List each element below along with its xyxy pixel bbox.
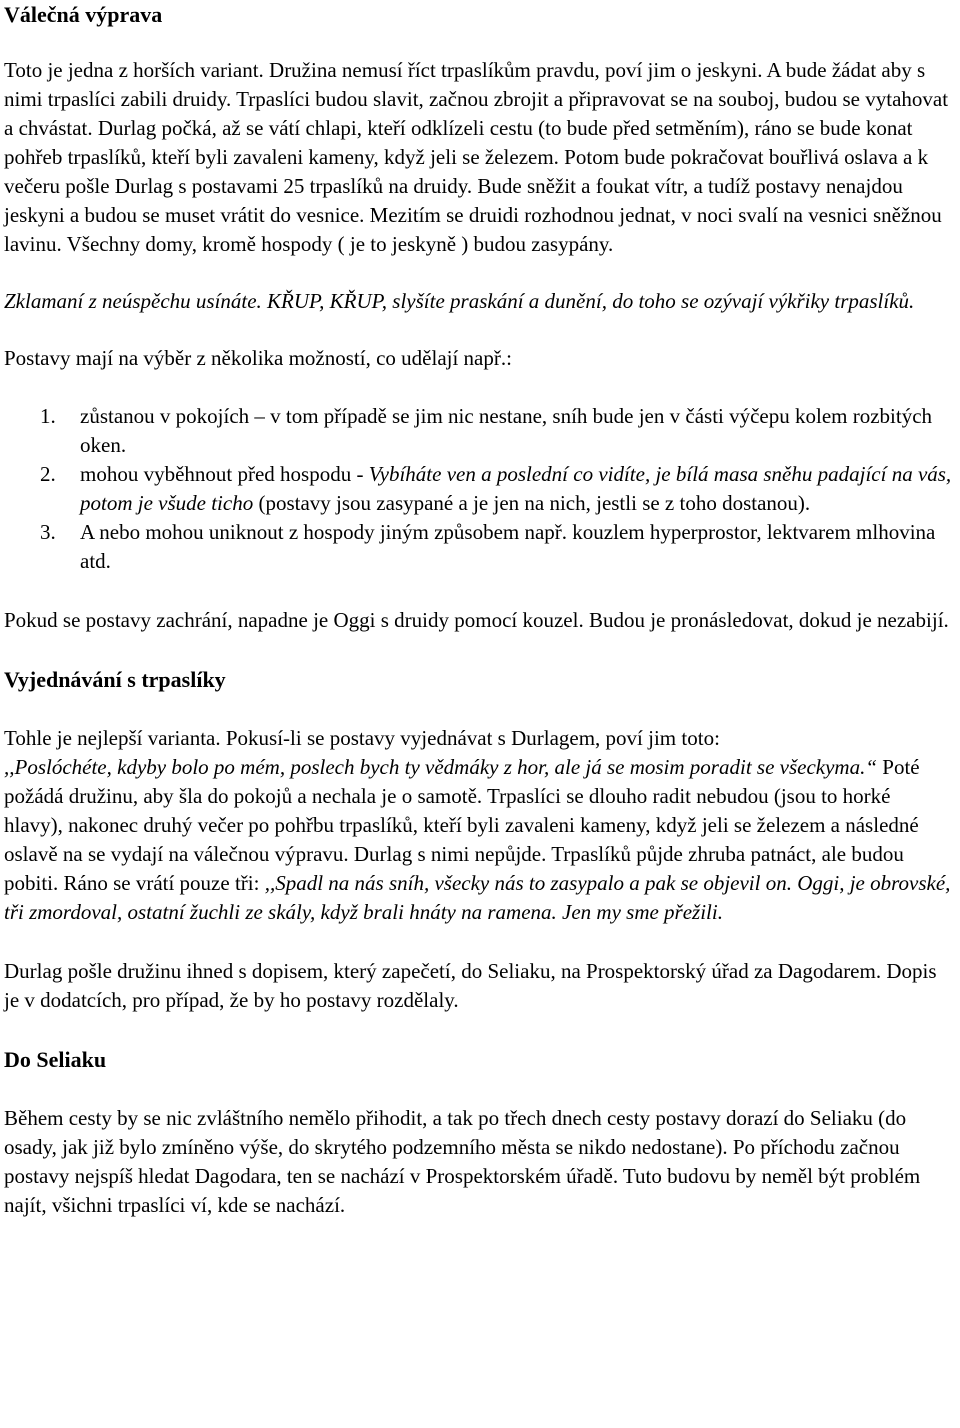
options-list [4, 402, 954, 576]
paragraph: Během cesty by se nic zvláštního nemělo přihodit, a tak po třech dnech cesty postavy dorazí do Seliaku (do osady, jak již bylo zmíněno výše, do skrytého podzemního města se nikdo nedostane). Po příchodu začnou postavy nejspíš hledat Dagodara, ten se nachází v Prospektorském úřadě. Tuto budovu by neměl být problém najít, všichni trpaslíci ví, kde se nachází. [4, 1106, 921, 1217]
list-item-text: (postavy jsou zasypané a je jen na nich, jestli se z toho dostanou). [253, 491, 811, 515]
list-number: 2. [40, 462, 56, 486]
paragraph: Pokud se postavy zachrání, napadne je Oggi s druidy pomocí kouzel. Budou je pronásledovat, dokud je nezabijí. [4, 608, 949, 632]
italic-text: Vybíháte ven a poslední co vidíte, je bílá masa sněhu padající na vás, potom je všude ticho [80, 462, 952, 515]
section-heading-do-seliaku: Do Seliaku [4, 1047, 107, 1072]
list-number: 1. [40, 404, 56, 428]
italic-quote: ,,Poslóchéte, kdyby bolo po mém, poslech bych ty vědmáky z hor, ale já se mosim poradit se všeckyma.“ [4, 755, 878, 779]
paragraph: Postavy mají na výběr z několika možností, co udělají např.: [4, 346, 512, 370]
list-item-text: zůstanou v pokojích – v tom případě se jim nic nestane, sníh bude jen v části výčepu kolem rozbitých oken. [80, 404, 933, 457]
section-heading-vyjednavani: Vyjednávání s trpaslíky [4, 667, 226, 692]
section-heading-valecna-vyprava: Válečná výprava [4, 2, 163, 27]
list-item [4, 402, 954, 460]
italic-quote: ,,Spadl na nás sníh, všecky nás to zasypalo a pak se objevil on. Oggi, je obrovské, tři zmordoval, ostatní žuchli ze skály, když brali hnáty na ramena. Jen my sme přežili. [4, 871, 951, 924]
list-number: 3. [40, 520, 56, 544]
italic-paragraph [4, 287, 954, 316]
list-item-text: mohou vyběhnout před hospodu - [80, 462, 369, 486]
paragraph-text: Poté požádá družinu, aby šla do pokojů a nechala je o samotě. Trpaslíci se dlouho radit nebudou (jsou to horké hlavy), nakonec druhý večer po pohřbu trpaslíků, kteří byli zavaleni kameny, když jeli se železem a následné oslavě na se vydají na válečnou výpravu. Durlag s nimi nepůjde. Trpaslíků půjde zhruba patnáct, ale budou pobiti. Ráno se vrátí pouze tři: [4, 755, 920, 895]
list-item [4, 460, 954, 518]
paragraph: Toto je jedna z horších variant. Družina nemusí říct trpaslíkům pravdu, poví jim o jeskyni. A bude žádat aby s nimi trpaslíci zabili druidy. Trpaslíci budou slavit, začnou zbrojit a připravovat se na souboj, budou se vytahovat a chvástat. Durlag počká, až se vátí chlapi, kteří odklízeli cestu (to bude před setměním), ráno se bude konat pohřeb trpaslíků, kteří byli zavaleni kameny, když jeli se železem. Potom bude pokračovat bouřlivá oslava a k večeru pošle Durlag s postavami 25 trpaslíků na druidy. Bude sněžit a foukat vítr, a tudíž postavy nenajdou jeskyni a budou se muset vrátit do vesnice. Mezitím se druidi rozhodnou jednat, v noci svalí na vesnici sněžnou lavinu. Všechny domy, kromě hospody ( je to jeskyně ) budou zasypány. [4, 58, 949, 256]
italic-text: Zklamaní z neúspěchu usínáte. KŘUP, KŘUP, slyšíte praskání a dunění, do toho se ozývají výkřiky trpaslíků. [4, 289, 915, 313]
paragraph [4, 724, 954, 927]
list-item [4, 518, 954, 576]
paragraph-lead: Tohle je nejlepší varianta. Pokusí-li se postavy vyjednávat s Durlagem, poví jim toto: [4, 726, 720, 750]
paragraph: Durlag pošle družinu ihned s dopisem, který zapečetí, do Seliaku, na Prospektorský úřad za Dagodarem. Dopis je v dodatcích, pro případ, že by ho postavy rozdělaly. [4, 959, 937, 1012]
list-item-text: A nebo mohou uniknout z hospody jiným způsobem např. kouzlem hyperprostor, lektvarem mlhovina atd. [80, 520, 936, 573]
